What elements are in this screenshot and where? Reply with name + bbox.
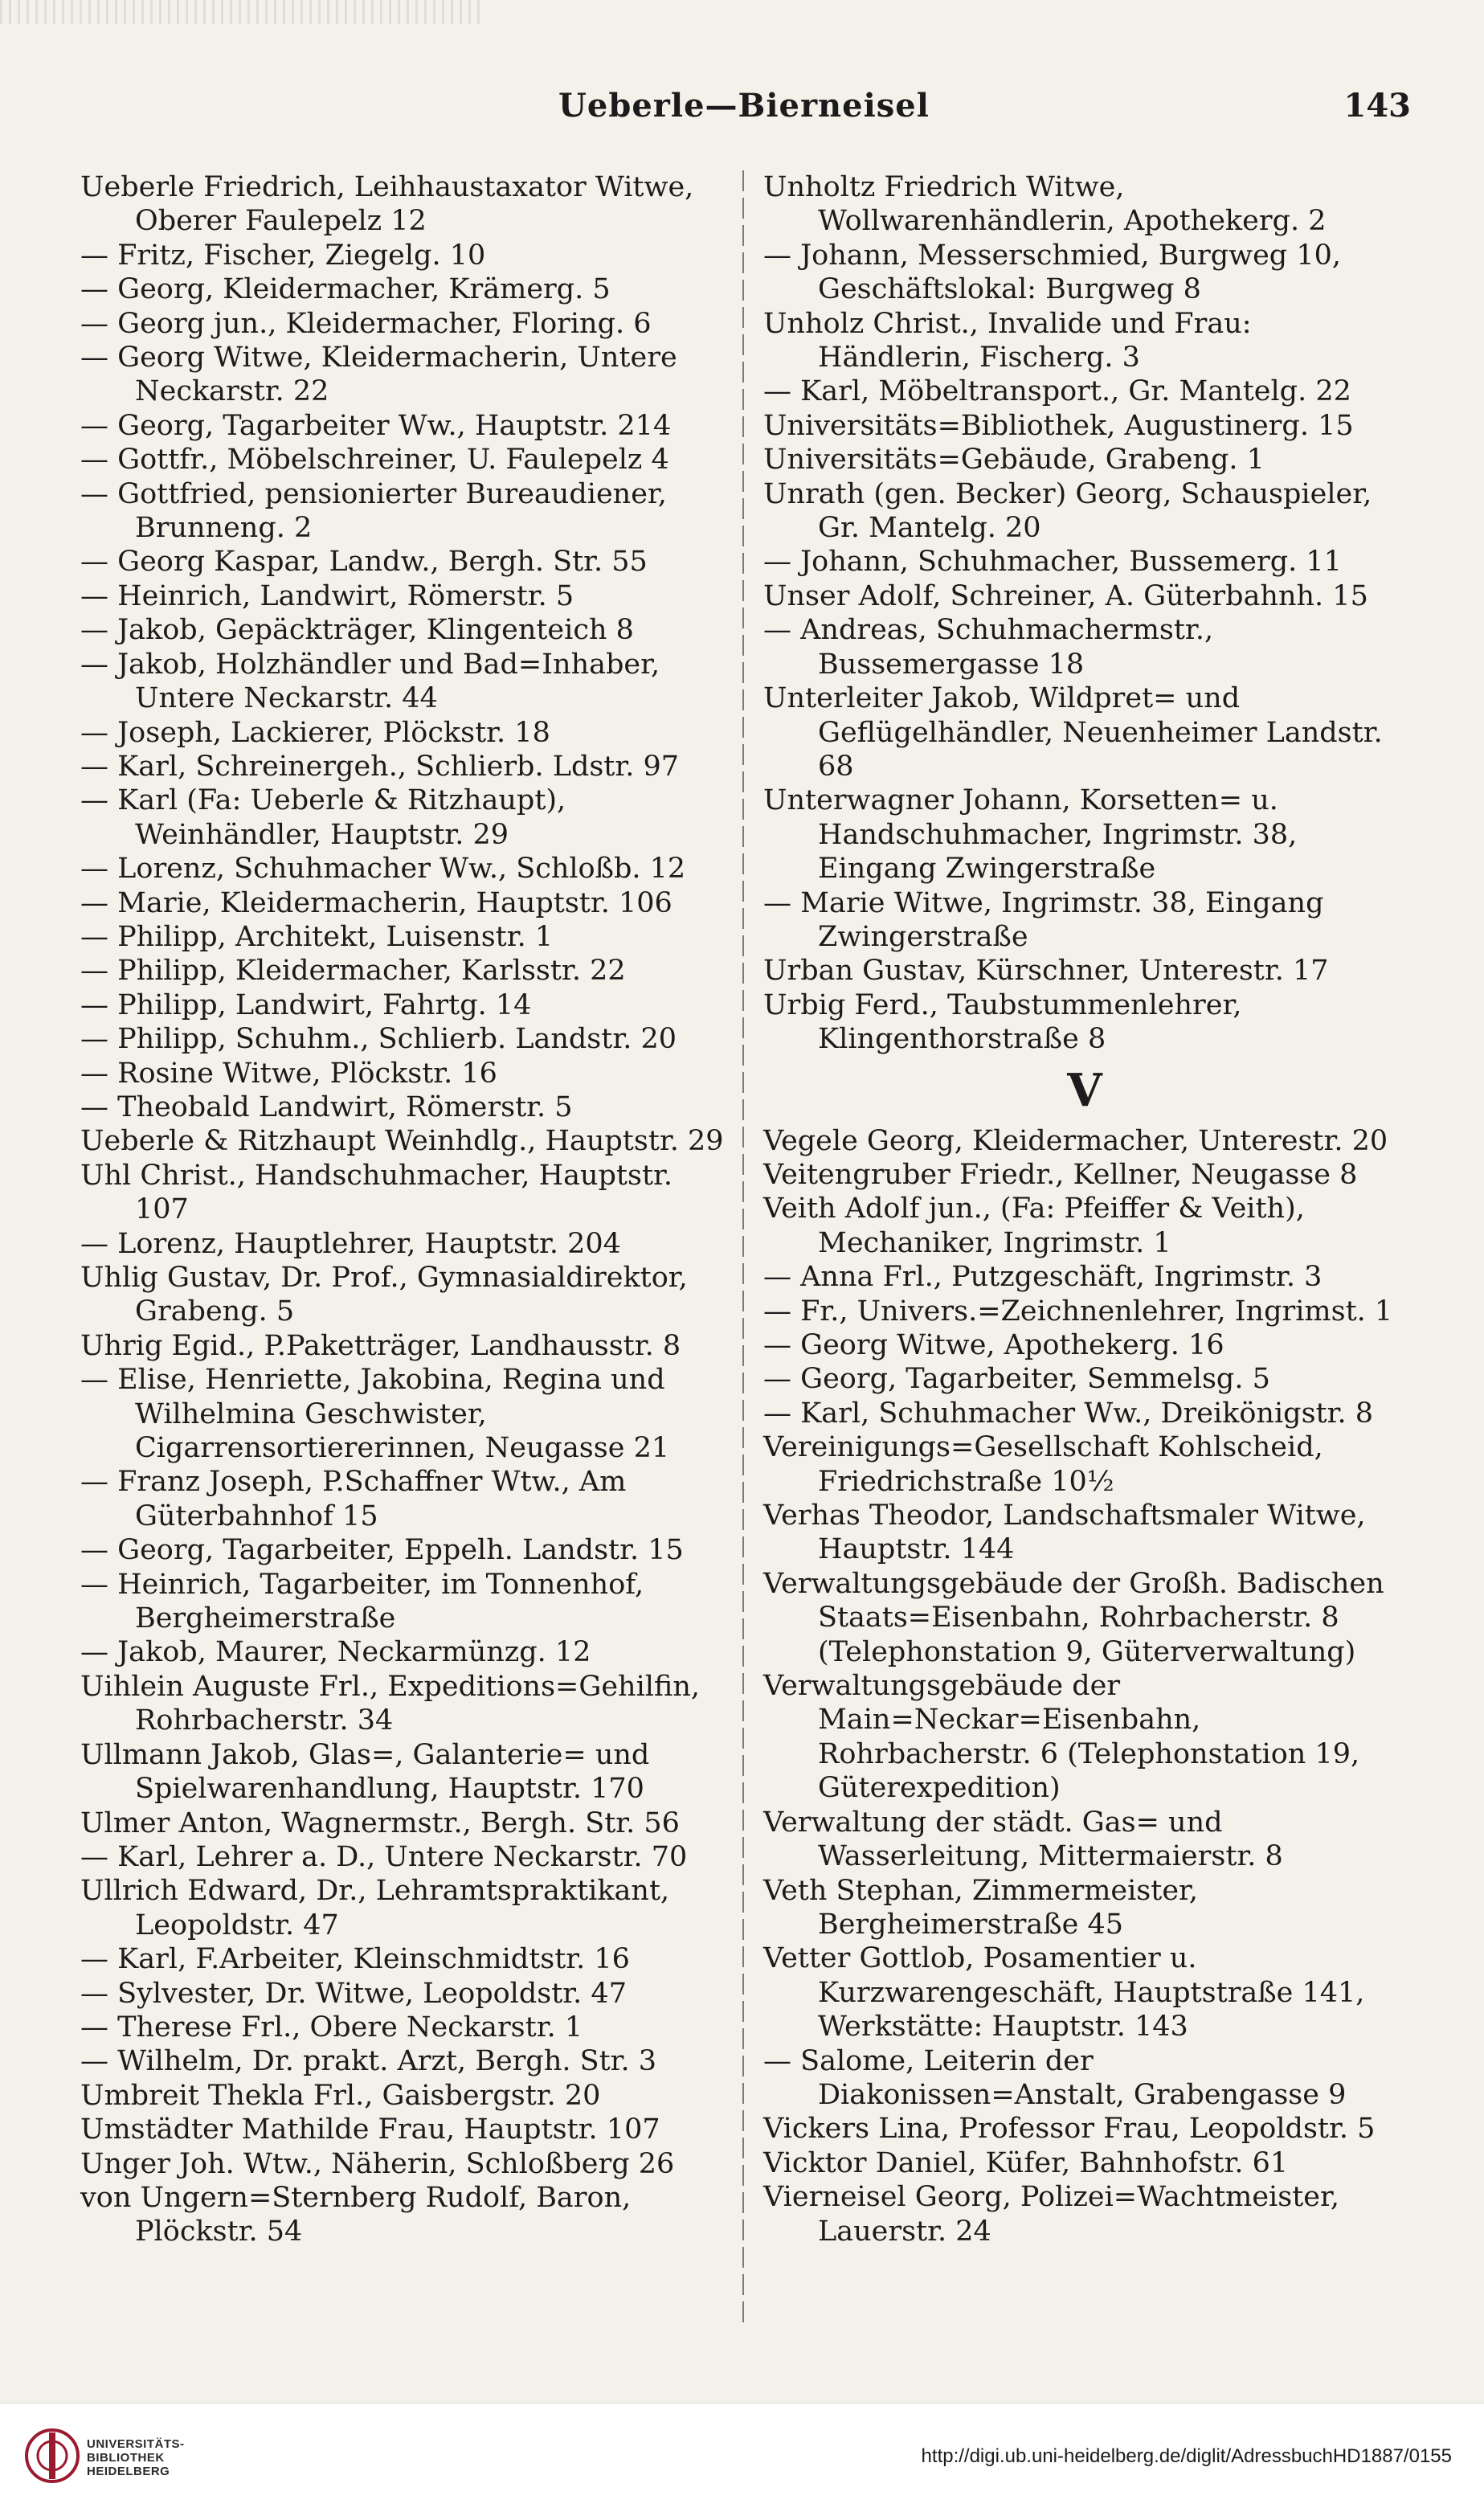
scan-noise — [0, 0, 482, 24]
directory-entry: — Karl (Fa: Ueberle & Ritzhaupt), Weinhändler, Hauptstr. 29 — [80, 784, 566, 851]
directory-entry: — Sylvester, Dr. Witwe, Leopoldstr. 47 — [80, 1977, 627, 2010]
directory-entry: — Philipp, Landwirt, Fahrtg. 14 — [80, 988, 532, 1021]
directory-entry: — Anna Frl., Putzgeschäft, Ingrimstr. 3 — [763, 1261, 1323, 1294]
page-header — [77, 87, 1411, 135]
directory-entry: — Karl, Lehrer a. D., Untere Neckarstr. 70 — [80, 1840, 688, 1873]
directory-entry: — Georg Witwe, Apothekerg. 16 — [763, 1329, 1224, 1361]
directory-entry: — Heinrich, Tagarbeiter, im Tonnenhof, Bergheimerstraße — [80, 1568, 644, 1635]
right-column-top — [763, 170, 1406, 1057]
directory-entry: — Joseph, Lackierer, Plöckstr. 18 — [80, 716, 550, 749]
directory-entry: Unger Joh. Wtw., Näherin, Schloßberg 26 — [80, 2147, 675, 2180]
directory-entry: — Theobald Landwirt, Römerstr. 5 — [80, 1090, 573, 1123]
directory-entry: — Philipp, Architekt, Luisenstr. 1 — [80, 920, 554, 953]
logo-line: BIBLIOTHEK — [87, 2451, 165, 2465]
directory-entry: Verwaltungsgebäude der Main=Neckar=Eisenbahn, Rohrbacherstr. 6 (Telephonstation 19, Güterexpedition) — [763, 1670, 1360, 1805]
directory-entry: — Rosine Witwe, Plöckstr. 16 — [80, 1057, 497, 1090]
directory-entry: — Karl, Schuhmacher Ww., Dreikönigstr. 8 — [763, 1397, 1373, 1430]
directory-entry: Veith Adolf jun., (Fa: Pfeiffer & Veith), Mechaniker, Ingrimstr. 1 — [763, 1193, 1305, 1259]
directory-entry: — Georg jun., Kleidermacher, Floring. 6 — [80, 307, 652, 340]
directory-entry: Uhl Christ., Handschuhmacher, Hauptstr. 107 — [80, 1159, 673, 1226]
directory-entry: Unholz Christ., Invalide und Frau: Händlerin, Fischerg. 3 — [763, 307, 1252, 374]
directory-entry: — Gottfried, pensionierter Bureaudiener, Brunneng. 2 — [80, 477, 667, 545]
directory-entry: — Georg Witwe, Kleidermacherin, Untere Neckarstr. 22 — [80, 342, 677, 408]
directory-entry: — Karl, Schreinergeh., Schlierb. Ldstr. 97 — [80, 750, 680, 783]
section-letter: V — [1067, 1063, 1102, 1117]
directory-entry: Ullmann Jakob, Glas=, Galanterie= und Spielwarenhandlung, Hauptstr. 170 — [80, 1738, 650, 1806]
logo-line: UNIVERSITÄTS- — [87, 2437, 185, 2451]
column-divider — [742, 170, 744, 2324]
directory-entry: — Philipp, Schuhm., Schlierb. Landstr. 20 — [80, 1023, 677, 1056]
directory-entry: — Jakob, Holzhändler und Bad=Inhaber, Untere Neckarstr. 44 — [80, 648, 660, 715]
directory-entry: — Marie, Kleidermacherin, Hauptstr. 106 — [80, 886, 673, 919]
directory-entry: — Jakob, Gepäckträger, Klingenteich 8 — [80, 614, 634, 647]
directory-entry: Universitäts=Bibliothek, Augustinerg. 15 — [763, 409, 1354, 442]
directory-entry: Vereinigungs=Gesellschaft Kohlscheid, Friedrichstraße 10½ — [763, 1431, 1323, 1498]
directory-entry: — Fr., Univers.=Zeichnenlehrer, Ingrimst. 1 — [763, 1295, 1393, 1328]
directory-entry: — Heinrich, Landwirt, Römerstr. 5 — [80, 579, 574, 612]
directory-entry: — Johann, Messerschmied, Burgweg 10, Geschäftslokal: Burgweg 8 — [763, 239, 1342, 306]
directory-entry: Verwaltungsgebäude der Großh. Badischen Staats=Eisenbahn, Rohrbacherstr. 8 (Telephonstation 9, Güterverwaltung) — [763, 1567, 1384, 1668]
directory-entry: Universitäts=Gebäude, Grabeng. 1 — [763, 444, 1265, 477]
directory-entry: — Lorenz, Hauptlehrer, Hauptstr. 204 — [80, 1227, 621, 1260]
directory-entry: Ueberle & Ritzhaupt Weinhdlg., Hauptstr. 29 — [80, 1125, 724, 1158]
right-column-bottom — [763, 1124, 1406, 2248]
directory-entry: Verwaltung der städt. Gas= und Wasserleitung, Mittermaierstr. 8 — [763, 1806, 1283, 1873]
directory-entry: Umstädter Mathilde Frau, Hauptstr. 107 — [80, 2113, 660, 2146]
right-column — [763, 170, 1406, 2248]
directory-entry: Uihlein Auguste Frl., Expeditions=Gehilfin, Rohrbacherstr. 34 — [80, 1670, 700, 1737]
directory-entry: Unrath (gen. Becker) Georg, Schauspieler, Gr. Mantelg. 20 — [763, 477, 1372, 545]
directory-entry: Umbreit Thekla Frl., Gaisbergstr. 20 — [80, 2079, 601, 2112]
directory-entry: Urbig Ferd., Taubstummenlehrer, Klingenthorstraße 8 — [763, 988, 1242, 1056]
directory-entry: — Gottfr., Möbelschreiner, U. Faulepelz 4 — [80, 444, 669, 477]
directory-entry: — Fritz, Fischer, Ziegelg. 10 — [80, 239, 486, 272]
running-title: Ueberle—Bierneisel — [558, 87, 930, 125]
source-url-link[interactable]: http://digi.ub.uni-heidelberg.de/diglit/AdressbuchHD1887/0155 — [921, 2445, 1452, 2467]
directory-entry: Vegele Georg, Kleidermacher, Unterestr. 20 — [763, 1124, 1388, 1157]
directory-entry: von Ungern=Sternberg Rudolf, Baron, Plöckstr. 54 — [80, 2181, 632, 2248]
logo-line: HEIDELBERG — [87, 2465, 170, 2478]
directory-entry: — Elise, Henriette, Jakobina, Regina und Wilhelmina Geschwister, Cigarrensortiererinnen, Neugasse 21 — [80, 1364, 670, 1465]
directory-entry: Vetter Gottlob, Posamentier u. Kurzwarengeschäft, Hauptstraße 141, Werkstätte: Hauptstr. 143 — [763, 1942, 1365, 2044]
directory-entry: Vicktor Daniel, Küfer, Bahnhofstr. 61 — [763, 2146, 1289, 2179]
directory-entry: Unser Adolf, Schreiner, A. Güterbahnh. 15 — [763, 579, 1368, 612]
directory-entry: — Johann, Schuhmacher, Bussemerg. 11 — [763, 546, 1342, 579]
directory-entry: — Jakob, Maurer, Neckarmünzg. 12 — [80, 1636, 591, 1669]
directory-entry: — Georg Kaspar, Landw., Bergh. Str. 55 — [80, 546, 648, 579]
directory-entry: — Karl, F.Arbeiter, Kleinschmidtstr. 16 — [80, 1943, 630, 1976]
directory-entry: Uhlig Gustav, Dr. Prof., Gymnasialdirektor, Grabeng. 5 — [80, 1262, 688, 1328]
directory-entry: Ueberle Friedrich, Leihhaustaxator Witwe, Oberer Faulepelz 12 — [80, 171, 694, 238]
directory-entry: — Lorenz, Schuhmacher Ww., Schloßb. 12 — [80, 853, 686, 886]
directory-entry: — Andreas, Schuhmachermstr., Bussemergasse 18 — [763, 614, 1214, 681]
logo-text — [87, 2437, 185, 2478]
directory-entry: Vickers Lina, Professor Frau, Leopoldstr. 5 — [763, 2113, 1376, 2146]
directory-entry: Unterleiter Jakob, Wildpret= und Geflügelhändler, Neuenheimer Landstr. 68 — [763, 682, 1383, 783]
university-logo-icon — [24, 2428, 80, 2484]
directory-entry: Verhas Theodor, Landschaftsmaler Witwe, Hauptstr. 144 — [763, 1499, 1366, 1566]
directory-entry: Ullrich Edward, Dr., Lehramtspraktikant, Leopoldstr. 47 — [80, 1875, 670, 1941]
directory-entry: — Salome, Leiterin der Diakonissen=Anstalt, Grabengasse 9 — [763, 2044, 1347, 2111]
directory-entry: — Philipp, Kleidermacher, Karlsstr. 22 — [80, 955, 626, 988]
directory-entry: — Wilhelm, Dr. prakt. Arzt, Bergh. Str. 3 — [80, 2045, 657, 2078]
directory-entry: Ulmer Anton, Wagnermstr., Bergh. Str. 56 — [80, 1806, 680, 1839]
directory-entry: — Georg, Tagarbeiter, Semmelsg. 5 — [763, 1363, 1270, 1396]
directory-entry: Urban Gustav, Kürschner, Unterestr. 17 — [763, 955, 1329, 988]
directory-entry: — Franz Joseph, P.Schaffner Wtw., Am Güterbahnhof 15 — [80, 1466, 627, 1532]
directory-entry: — Karl, Möbeltransport., Gr. Mantelg. 22 — [763, 375, 1351, 408]
directory-entry: Vierneisel Georg, Polizei=Wachtmeister, Lauerstr. 24 — [763, 2181, 1339, 2248]
directory-entry: — Georg, Tagarbeiter, Eppelh. Landstr. 15 — [80, 1534, 684, 1567]
directory-entry: Unholtz Friedrich Witwe, Wollwarenhändlerin, Apothekerg. 2 — [763, 171, 1327, 238]
page-number: 143 — [1343, 87, 1411, 125]
directory-entry: — Georg, Kleidermacher, Krämerg. 5 — [80, 273, 611, 306]
directory-entry: — Georg, Tagarbeiter Ww., Hauptstr. 214 — [80, 409, 672, 442]
left-column — [80, 170, 728, 2249]
footer-bar — [0, 2403, 1484, 2508]
directory-entry: — Therese Frl., Obere Neckarstr. 1 — [80, 2011, 583, 2044]
directory-entry: Veitengruber Friedr., Kellner, Neugasse 8 — [763, 1158, 1358, 1191]
directory-entry: Uhrig Egid., P.Paketträger, Landhausstr. 8 — [80, 1329, 681, 1362]
directory-entry: Veth Stephan, Zimmermeister, Bergheimerstraße 45 — [763, 1874, 1199, 1941]
directory-entry: — Marie Witwe, Ingrimstr. 38, Eingang Zwingerstraße — [763, 886, 1324, 953]
directory-entry: Unterwagner Johann, Korsetten= u. Handschuhmacher, Ingrimstr. 38, Eingang Zwingerstraße — [763, 784, 1298, 886]
